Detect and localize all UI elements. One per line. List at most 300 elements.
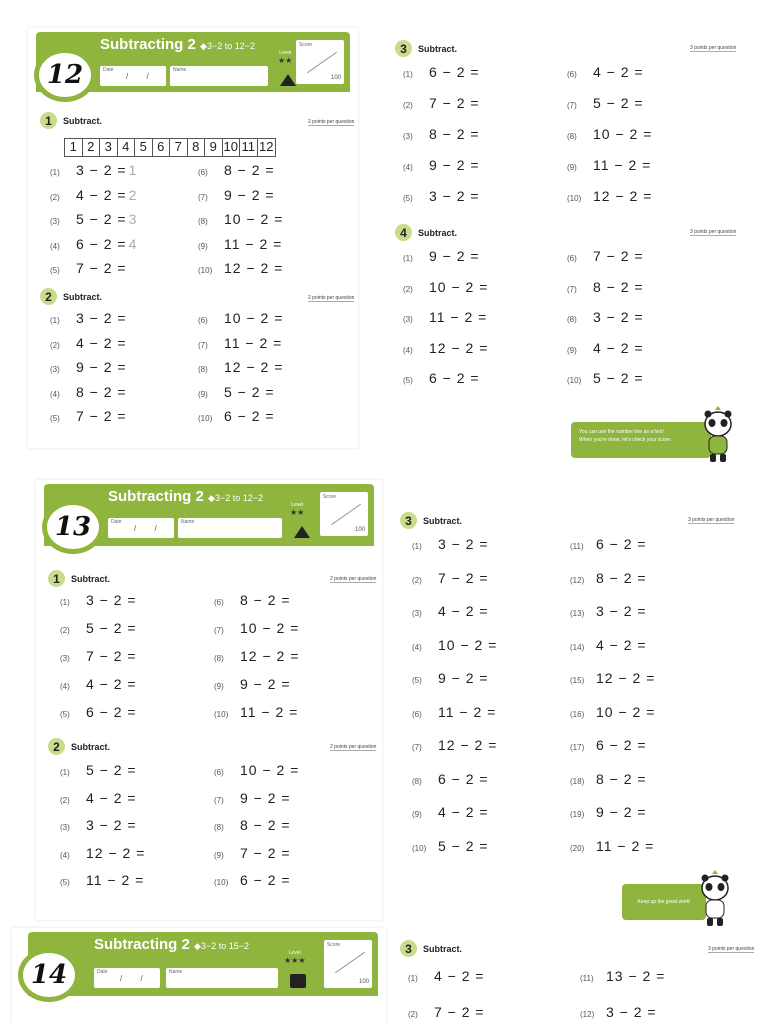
- problem-expression: 3 − 2 =: [593, 309, 644, 325]
- problem-expression: 10 − 2 =: [429, 278, 489, 295]
- problem-number: (2): [412, 575, 422, 585]
- problem-number: (9): [567, 163, 577, 172]
- problem-item: [50, 187, 136, 203]
- problem-expression: 4 − 2 =: [86, 676, 137, 692]
- problem-number: (6): [214, 768, 224, 777]
- problem-item: [403, 248, 480, 264]
- panda-mascot-icon: [701, 406, 735, 464]
- problem-number: (6): [412, 709, 422, 719]
- problem-item: [412, 704, 496, 720]
- number-line-cell: 2: [83, 139, 101, 156]
- problem-expression: 8 − 2 =: [240, 592, 291, 608]
- problem-expression: 5 − 2 =: [593, 370, 644, 386]
- problem-item: [567, 157, 651, 173]
- problem-item: [567, 370, 644, 386]
- problem-item: [60, 845, 145, 861]
- problem-item: [198, 187, 275, 203]
- problem-number: (5): [403, 194, 413, 203]
- problem-item: [403, 309, 487, 325]
- problem-item: [567, 279, 644, 295]
- problem-expression: 11 − 2 =: [438, 703, 497, 720]
- worksheet-subtitle: ◆3−2 to 12−2: [208, 493, 263, 503]
- problem-expression: 7 − 2 =: [593, 248, 644, 264]
- problem-number: (18): [570, 776, 585, 786]
- problem-expression: 11 − 2 =: [240, 704, 299, 720]
- problem-expression: 5 − 2 =: [86, 762, 137, 778]
- problem-expression: 10 − 2 =: [224, 310, 284, 326]
- problem-number: (1): [50, 316, 60, 325]
- problem-item: [567, 248, 644, 264]
- worksheet-page-14-back: [390, 934, 760, 1024]
- problem-expression: 12 − 2 =: [224, 260, 284, 276]
- problem-item: [214, 676, 291, 692]
- worksheet-number-badge: 12: [34, 48, 96, 102]
- problem-number: (5): [60, 710, 70, 719]
- problem-item: [408, 968, 485, 984]
- worksheet-number-badge: 14: [18, 948, 80, 1002]
- problem-number: (2): [408, 1010, 418, 1019]
- problem-number: (1): [50, 168, 60, 177]
- problem-item: [50, 310, 127, 326]
- problem-expression: 4 − 2 =: [86, 789, 137, 806]
- worksheet-page-12-back: [385, 32, 743, 470]
- problem-expression: 3 − 2 =: [86, 817, 137, 833]
- problem-item: [567, 309, 644, 325]
- problem-number: (2): [403, 101, 413, 110]
- problem-number: (1): [403, 254, 413, 263]
- problem-item: [567, 340, 644, 356]
- level-indicator: Level ★★: [278, 50, 293, 65]
- problem-expression: 12 − 2 =: [240, 648, 300, 664]
- problem-expression: 3 − 2 =: [76, 310, 127, 326]
- problem-item: [198, 211, 283, 227]
- problem-expression: 5 − 2 =: [438, 837, 489, 854]
- problem-number: (7): [198, 340, 208, 350]
- worksheet-page-13: [36, 480, 382, 920]
- problem-item: [60, 676, 137, 692]
- problem-item: [570, 603, 647, 619]
- problem-expression: 7 − 2 =: [429, 95, 480, 111]
- problem-number: (7): [567, 284, 577, 294]
- problem-number: (11): [570, 542, 584, 551]
- score-box[interactable]: Score 100: [296, 40, 344, 84]
- number-line-cell: 7: [170, 139, 188, 156]
- problem-number: (6): [567, 254, 577, 263]
- problem-item: [570, 536, 647, 552]
- problem-item: [198, 335, 282, 351]
- problem-number: (10): [198, 266, 213, 275]
- problem-expression: 10 − 2 =: [593, 126, 653, 142]
- problem-item: [403, 340, 488, 356]
- problem-item: [412, 570, 489, 586]
- problem-item: [214, 704, 298, 720]
- problem-item: [198, 408, 275, 424]
- problem-item: [403, 157, 480, 173]
- problem-expression: 12 − 2 =: [224, 359, 284, 375]
- problem-number: (1): [403, 70, 413, 79]
- problem-number: (3): [60, 823, 70, 832]
- problem-number: (19): [570, 810, 585, 819]
- problem-item: [412, 603, 489, 619]
- problem-number: (2): [50, 192, 60, 202]
- problem-expression: 12 − 2 =: [86, 844, 146, 861]
- problem-number: (3): [412, 609, 422, 618]
- answer-blank[interactable]: 4: [128, 235, 137, 252]
- square-level-icon: [290, 974, 306, 988]
- problem-expression: 6 − 2 =: [76, 235, 127, 252]
- problem-number: (7): [214, 626, 224, 635]
- problem-item: [214, 790, 291, 806]
- problem-expression: 11 − 2 =: [596, 837, 655, 854]
- triangle-icon: [280, 74, 296, 86]
- problem-item: [412, 670, 489, 686]
- problem-item: [50, 384, 127, 400]
- problem-item: [50, 236, 136, 252]
- problem-expression: 6 − 2 =: [429, 64, 480, 80]
- problem-item: [403, 370, 480, 386]
- problem-item: [570, 704, 655, 720]
- problem-number: (1): [408, 974, 418, 983]
- problem-item: [412, 536, 489, 552]
- points-note: 2 points per question: [308, 295, 355, 301]
- points-note: 2 points per question: [330, 576, 377, 582]
- problem-expression: 9 − 2 =: [429, 157, 480, 173]
- problem-item: [198, 384, 275, 400]
- problem-item: [412, 804, 489, 820]
- problem-item: [570, 771, 647, 787]
- problem-number: (3): [403, 315, 413, 324]
- points-note: 3 points per question: [690, 45, 737, 51]
- level-stars: ★★★: [284, 956, 306, 965]
- problem-number: (9): [214, 682, 224, 691]
- points-note: 3 points per question: [708, 946, 755, 952]
- problem-number: (6): [567, 70, 577, 79]
- problem-expression: 8 − 2 =: [429, 126, 480, 142]
- problem-expression: 3 − 2 =: [429, 188, 480, 204]
- worksheet-title: Subtracting 2: [108, 488, 204, 505]
- problem-expression: 9 − 2 =: [240, 676, 291, 692]
- section-2-header: 2 Subtract.: [40, 288, 102, 305]
- problem-item: [412, 637, 497, 653]
- answer-blank[interactable]: 1: [128, 162, 137, 178]
- hint-callout: You can use the number line as a hint! When you're done, let's check your score.: [571, 422, 711, 458]
- problem-expression: 7 − 2 =: [240, 844, 291, 861]
- problem-expression: 9 − 2 =: [224, 186, 275, 203]
- problem-number: (9): [567, 345, 577, 355]
- problem-number: (8): [412, 776, 422, 786]
- problem-item: [60, 872, 144, 888]
- problem-number: (10): [412, 843, 427, 853]
- problem-item: [198, 310, 283, 326]
- problem-number: (5): [412, 676, 422, 685]
- problem-number: (7): [214, 795, 224, 805]
- date-field[interactable]: Date / /: [108, 518, 174, 538]
- problem-number: (12): [570, 575, 585, 585]
- problem-number: (20): [570, 843, 585, 853]
- problem-expression: 8 − 2 =: [224, 162, 275, 178]
- problem-item: [198, 162, 275, 178]
- problem-number: (4): [50, 389, 60, 399]
- problem-item: [403, 95, 480, 111]
- problem-number: (10): [214, 710, 229, 719]
- problem-expression: 6 − 2 =: [86, 704, 137, 720]
- encouragement-callout: Keep up the great work!: [622, 884, 706, 920]
- problem-item: [60, 592, 137, 608]
- problem-expression: 11 − 2 =: [593, 157, 652, 173]
- problem-expression: 6 − 2 =: [438, 770, 489, 787]
- number-line-cell: 6: [153, 139, 171, 156]
- problem-item: [570, 804, 647, 820]
- problem-item: [50, 211, 136, 227]
- problem-item: [570, 737, 647, 753]
- score-box[interactable]: Score 100: [324, 940, 372, 988]
- problem-expression: 9 − 2 =: [429, 248, 480, 264]
- panda-mascot-icon: [698, 870, 732, 928]
- problem-expression: 10 − 2 =: [240, 762, 300, 778]
- number-line-cell: 10: [223, 139, 241, 156]
- worksheet-title: Subtracting 2: [94, 936, 190, 953]
- problem-item: [60, 704, 137, 720]
- problem-number: (6): [198, 168, 208, 177]
- points-note: 2 points per question: [308, 119, 355, 125]
- problem-item: [570, 570, 647, 586]
- problem-expression: 7 − 2 =: [76, 260, 127, 276]
- problem-item: [214, 845, 291, 861]
- problem-expression: 3 − 2 =: [606, 1004, 657, 1020]
- number-line-cell: 11: [240, 139, 258, 156]
- problem-number: (1): [60, 768, 70, 777]
- problem-expression: 3 − 2 =: [76, 162, 127, 178]
- problem-expression: 8 − 2 =: [240, 817, 291, 833]
- points-note: 3 points per question: [688, 517, 735, 523]
- problem-expression: 4 − 2 =: [434, 968, 485, 984]
- problem-number: (4): [403, 163, 413, 172]
- problem-number: (5): [50, 414, 60, 423]
- answer-blank[interactable]: 2: [128, 186, 137, 203]
- problem-item: [403, 279, 488, 295]
- problem-number: (2): [403, 284, 413, 294]
- points-note: 2 points per question: [330, 744, 377, 750]
- number-line-cell: 1: [65, 139, 83, 156]
- problem-expression: 13 − 2 =: [606, 968, 666, 984]
- section-3-header: 3 Subtract.: [400, 940, 462, 957]
- problem-item: [570, 838, 654, 854]
- worksheet-subtitle: ◆3−2 to 12−2: [200, 41, 255, 51]
- problem-number: (8): [567, 315, 577, 324]
- problem-number: (2): [50, 340, 60, 350]
- problem-item: [567, 95, 644, 111]
- points-note: 3 points per question: [690, 229, 737, 235]
- problem-item: [412, 771, 489, 787]
- problem-item: [60, 817, 137, 833]
- problem-number: (3): [403, 132, 413, 141]
- problem-number: (8): [198, 217, 208, 226]
- problem-number: (17): [570, 743, 585, 752]
- worksheet-page-13-back: [390, 504, 748, 932]
- problem-number: (1): [60, 598, 70, 607]
- problem-item: [60, 762, 137, 778]
- problem-number: (4): [403, 345, 413, 355]
- problem-expression: 11 − 2 =: [224, 334, 283, 351]
- problem-item: [403, 64, 480, 80]
- problem-expression: 9 − 2 =: [438, 670, 489, 686]
- level-indicator: Level ★★★: [284, 950, 306, 965]
- problem-expression: 7 − 2 =: [438, 569, 489, 586]
- date-field[interactable]: Date / /: [100, 66, 166, 86]
- number-line-cell: 9: [205, 139, 223, 156]
- problem-number: (3): [50, 217, 60, 226]
- problem-item: [50, 335, 127, 351]
- problem-expression: 6 − 2 =: [224, 408, 275, 424]
- name-field[interactable]: Name: [178, 518, 282, 538]
- section-3-header: 3 Subtract.: [395, 40, 457, 57]
- problem-number: (3): [60, 654, 70, 663]
- problem-expression: 6 − 2 =: [429, 370, 480, 386]
- problem-item: [570, 637, 647, 653]
- problem-expression: 4 − 2 =: [593, 339, 644, 356]
- problem-number: (8): [214, 823, 224, 832]
- number-line-cell: 3: [100, 139, 118, 156]
- problem-expression: 4 − 2 =: [76, 334, 127, 351]
- level-indicator: Level ★★: [290, 502, 305, 517]
- problem-item: [60, 648, 137, 664]
- triangle-icon: [294, 526, 310, 538]
- problem-item: [214, 592, 291, 608]
- problem-item: [214, 648, 299, 664]
- problem-expression: 6 − 2 =: [596, 737, 647, 753]
- problem-expression: 9 − 2 =: [240, 789, 291, 806]
- problem-number: (6): [214, 598, 224, 607]
- problem-expression: 12 − 2 =: [596, 670, 656, 686]
- problem-number: (10): [214, 878, 229, 887]
- answer-blank[interactable]: 3: [128, 211, 137, 227]
- problem-number: (8): [214, 654, 224, 663]
- score-box[interactable]: Score 100: [320, 492, 368, 536]
- problem-number: (14): [570, 642, 585, 652]
- problem-expression: 4 − 2 =: [596, 636, 647, 653]
- worksheet-title: Subtracting 2: [100, 36, 196, 53]
- name-field[interactable]: Name: [170, 66, 268, 86]
- problem-number: (8): [198, 365, 208, 374]
- problem-number: (13): [570, 609, 585, 618]
- problem-number: (9): [198, 241, 208, 251]
- number-line-cell: 5: [135, 139, 153, 156]
- problem-expression: 11 − 2 =: [86, 872, 145, 888]
- problem-number: (8): [567, 132, 577, 141]
- problem-number: (4): [50, 241, 60, 251]
- problem-expression: 3 − 2 =: [438, 536, 489, 552]
- problem-item: [198, 236, 282, 252]
- problem-expression: 12 − 2 =: [429, 339, 489, 356]
- problem-item: [50, 260, 129, 276]
- problem-number: (4): [60, 682, 70, 691]
- problem-expression: 10 − 2 =: [224, 211, 284, 227]
- problem-expression: 5 − 2 =: [224, 383, 275, 400]
- problem-item: [50, 359, 127, 375]
- problem-number: (5): [403, 376, 413, 385]
- date-field[interactable]: Date / /: [94, 968, 160, 988]
- problem-expression: 5 − 2 =: [86, 620, 137, 636]
- problem-number: (2): [60, 626, 70, 635]
- problem-item: [198, 359, 283, 375]
- problem-number: (1): [412, 542, 422, 551]
- problem-number: (5): [60, 878, 70, 887]
- problem-number: (12): [580, 1010, 595, 1019]
- problem-expression: 9 − 2 =: [596, 804, 647, 820]
- problem-expression: 10 − 2 =: [240, 620, 300, 636]
- worksheet-number-badge: 13: [42, 500, 104, 554]
- problem-item: [580, 968, 665, 984]
- problem-expression: 8 − 2 =: [596, 569, 647, 586]
- problem-expression: 8 − 2 =: [76, 383, 127, 400]
- problem-item: [60, 620, 137, 636]
- problem-number: (7): [412, 743, 422, 752]
- problem-item: [214, 762, 299, 778]
- problem-item: [403, 188, 480, 204]
- problem-expression: 12 − 2 =: [593, 188, 653, 204]
- problem-number: (7): [567, 101, 577, 110]
- problem-item: [50, 408, 127, 424]
- problem-number: (7): [198, 192, 208, 202]
- problem-number: (5): [50, 266, 60, 275]
- problem-item: [580, 1004, 657, 1020]
- problem-item: [412, 838, 489, 854]
- problem-number: (11): [580, 974, 594, 983]
- problem-expression: 6 − 2 =: [240, 872, 291, 888]
- problem-number: (9): [412, 810, 422, 819]
- name-field[interactable]: Name: [166, 968, 278, 988]
- problem-expression: 4 − 2 =: [438, 603, 489, 619]
- problem-item: [567, 188, 652, 204]
- problem-expression: 11 − 2 =: [224, 235, 283, 252]
- worksheet-page-12: [28, 28, 358, 448]
- level-stars: ★★: [290, 508, 305, 517]
- worksheet-page-14: [12, 928, 386, 1024]
- section-1-header: 1 Subtract.: [48, 570, 110, 587]
- problem-expression: 5 − 2 =: [593, 95, 644, 111]
- number-line-cell: 8: [188, 139, 206, 156]
- problem-item: [567, 126, 652, 142]
- problem-item: [403, 126, 480, 142]
- problem-item: [408, 1004, 485, 1020]
- problem-expression: 4 − 2 =: [593, 64, 644, 80]
- problem-expression: 5 − 2 =: [76, 211, 127, 227]
- problem-number: (9): [198, 389, 208, 399]
- problem-expression: 4 − 2 =: [438, 804, 489, 820]
- problem-expression: 8 − 2 =: [596, 770, 647, 787]
- problem-expression: 10 − 2 =: [438, 636, 498, 653]
- problem-expression: 7 − 2 =: [76, 408, 127, 424]
- problem-number: (6): [198, 316, 208, 325]
- worksheet-header: [28, 932, 378, 996]
- section-1-header: 1 Subtract.: [40, 112, 102, 129]
- problem-number: (10): [567, 194, 582, 203]
- problem-item: [567, 64, 644, 80]
- problem-expression: 6 − 2 =: [596, 536, 647, 552]
- problem-expression: 3 − 2 =: [86, 592, 137, 608]
- section-2-header: 2 Subtract.: [48, 738, 110, 755]
- section-3-header: 3 Subtract.: [400, 512, 462, 529]
- problem-number: (2): [60, 795, 70, 805]
- problem-expression: 7 − 2 =: [434, 1004, 485, 1020]
- problem-expression: 8 − 2 =: [593, 278, 644, 295]
- problem-number: (15): [570, 676, 585, 685]
- problem-number: (4): [412, 642, 422, 652]
- problem-number: (3): [50, 365, 60, 374]
- problem-expression: 11 − 2 =: [429, 309, 488, 325]
- problem-expression: 3 − 2 =: [596, 603, 647, 619]
- problem-number: (16): [570, 709, 585, 719]
